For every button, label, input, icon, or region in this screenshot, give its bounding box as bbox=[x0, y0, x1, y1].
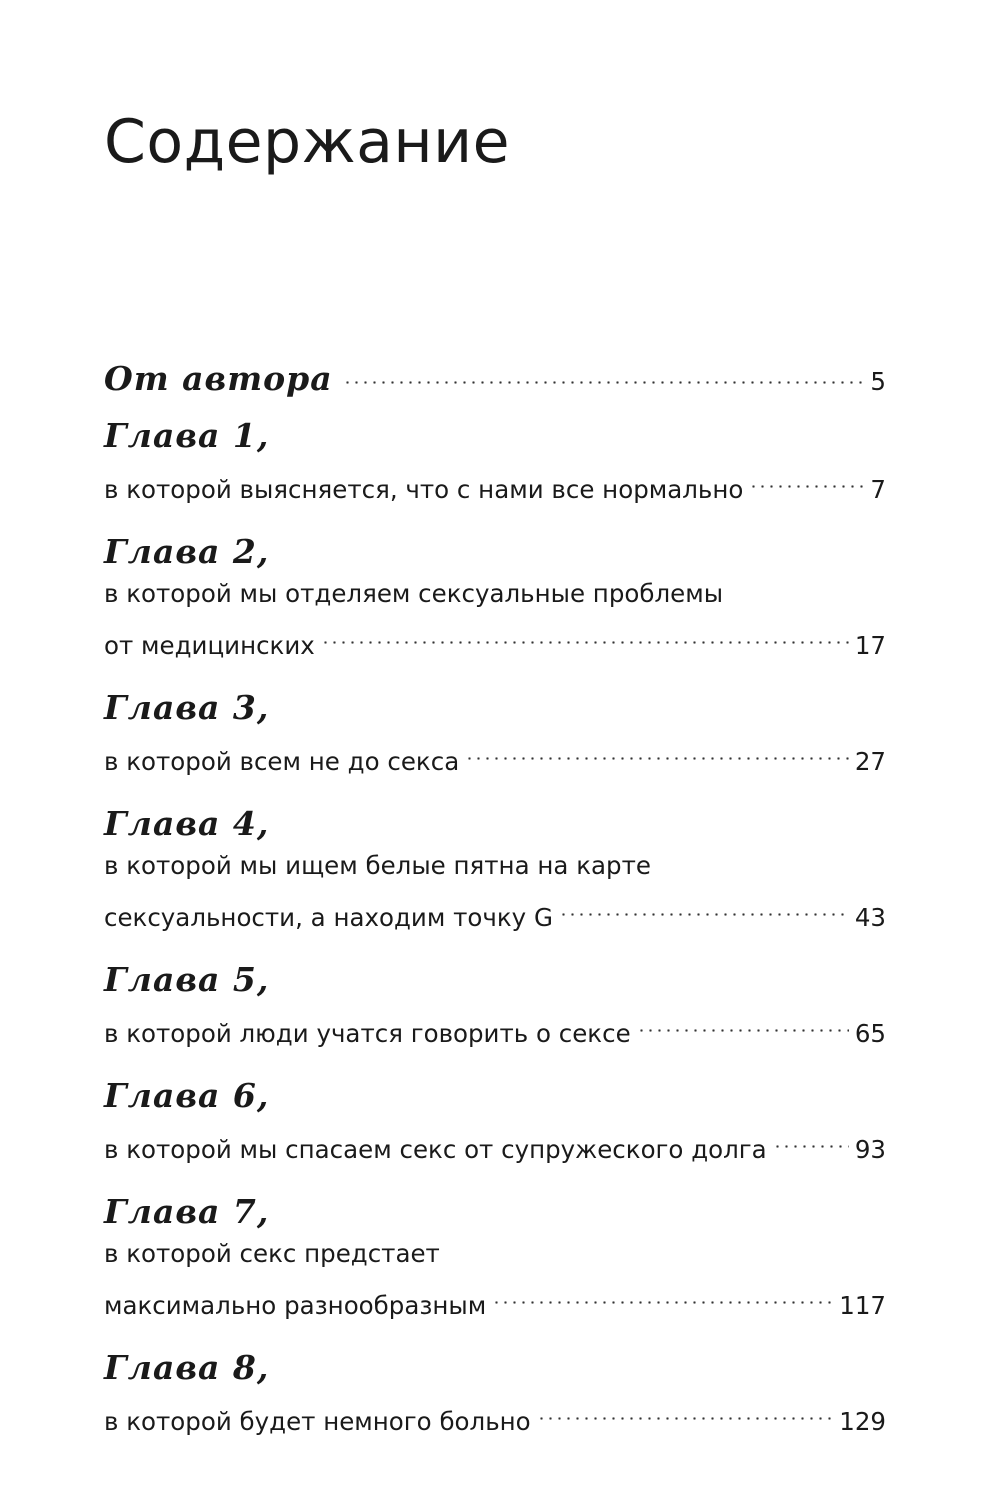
table-of-contents bbox=[104, 350, 886, 1442]
toc-entry-chapter-1[interactable] bbox=[104, 414, 886, 510]
toc-entry-chapter-4[interactable] bbox=[104, 802, 886, 938]
chapter-heading: Глава 3, bbox=[104, 688, 270, 727]
page-number: 7 bbox=[870, 475, 886, 504]
leader-dots bbox=[492, 1274, 833, 1314]
chapter-subtitle: в которой люди учатся говорить о сексе bbox=[104, 1019, 631, 1048]
chapter-subtitle: в которой выясняется, что с нами все нормально bbox=[104, 475, 744, 504]
page-number: 65 bbox=[854, 1019, 886, 1048]
toc-entry-chapter-8[interactable] bbox=[104, 1346, 886, 1442]
leader-dots bbox=[637, 1002, 849, 1042]
leader-dots bbox=[559, 886, 849, 926]
toc-entry-chapter-7[interactable] bbox=[104, 1190, 886, 1326]
leader-dots bbox=[537, 1390, 834, 1430]
page-title: Содержание bbox=[104, 107, 511, 177]
leader-dots bbox=[465, 730, 849, 770]
chapter-subtitle-line: в которой мы отделяем сексуальные проблемы bbox=[104, 579, 724, 608]
chapter-heading: Глава 4, bbox=[104, 804, 270, 843]
chapter-subtitle: в которой всем не до секса bbox=[104, 747, 460, 776]
page-number: 17 bbox=[854, 631, 886, 660]
leader-dots bbox=[773, 1118, 849, 1158]
toc-entry-chapter-3[interactable] bbox=[104, 686, 886, 782]
chapter-heading: Глава 6, bbox=[104, 1076, 270, 1115]
page-number: 27 bbox=[854, 747, 886, 776]
chapter-heading: Глава 2, bbox=[104, 532, 270, 571]
toc-entry-chapter-2[interactable] bbox=[104, 530, 886, 666]
chapter-subtitle-line: в которой секс предстает bbox=[104, 1239, 440, 1268]
page-number: 93 bbox=[854, 1135, 886, 1164]
chapter-subtitle: сексуальности, а находим точку G bbox=[104, 903, 553, 932]
page-number: 117 bbox=[839, 1291, 886, 1320]
chapter-heading: Глава 5, bbox=[104, 960, 270, 999]
leader-dots bbox=[343, 350, 867, 390]
toc-entry-chapter-6[interactable] bbox=[104, 1074, 886, 1170]
chapter-heading: Глава 8, bbox=[104, 1348, 270, 1387]
page-number: 129 bbox=[839, 1407, 886, 1436]
chapter-subtitle-line: в которой мы ищем белые пятна на карте bbox=[104, 851, 651, 880]
chapter-subtitle: в которой мы спасаем секс от супружеского долга bbox=[104, 1135, 767, 1164]
toc-entry-chapter-5[interactable] bbox=[104, 958, 886, 1054]
page-number: 43 bbox=[854, 903, 886, 932]
preface-heading: От автора bbox=[104, 359, 333, 398]
leader-dots bbox=[321, 614, 849, 654]
toc-entry-preface[interactable] bbox=[104, 350, 886, 402]
page-number: 5 bbox=[870, 367, 886, 396]
chapter-subtitle: от медицинских bbox=[104, 631, 315, 660]
chapter-subtitle: максимально разнообразным bbox=[104, 1291, 487, 1320]
chapter-heading: Глава 7, bbox=[104, 1192, 270, 1231]
chapter-subtitle: в которой будет немного больно bbox=[104, 1407, 531, 1436]
leader-dots bbox=[749, 458, 864, 498]
chapter-heading: Глава 1, bbox=[104, 416, 270, 455]
